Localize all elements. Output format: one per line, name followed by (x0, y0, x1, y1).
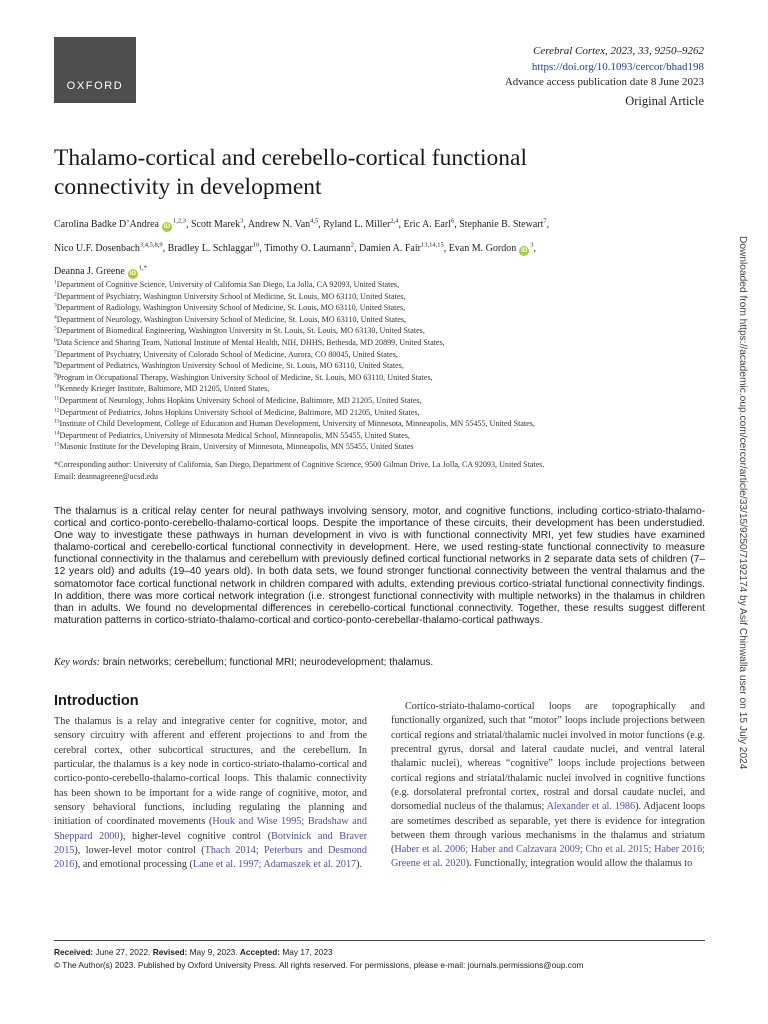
affiliation-text: Department of Biomedical Engineering, Washington University in St. Louis, St. Louis, MO 63130, United States, (56, 326, 425, 336)
author-line (54, 213, 714, 237)
citation-link[interactable]: Alexander et al. 1986 (546, 801, 636, 813)
affiliation-item (54, 337, 714, 349)
body-text: ). (356, 859, 363, 871)
author-affiliation-marker: 1,2,3 (172, 217, 186, 225)
intro-column-right (391, 700, 705, 872)
download-note (732, 236, 752, 836)
body-text: ). Adjacent loops are sometimes described as separable, yet there is evidence for integration between them through various mechanisms in the thalamus and striatum ( (391, 801, 705, 856)
citation-link[interactable]: Thach 2014; Peterburs and Desmond 2016 (54, 844, 367, 871)
body-text: The thalamus is a relay and integrative center for cognitive, motor, and sensory circuitry with afferent and efferent projections to and from the cerebral cortex, other subcortical structures, and the cerebellum. In particular, the thalamus is a key node in cortico-striato-thalamo-cortical and cortico-ponto-cerebello-thalamo-cortical loops. This thalamic connectivity has been shown to be important for a wide range of cognitive, motor, and sensory behavioral functions, including regulating the planning and initiation of coordinated movements ( (54, 716, 367, 828)
affiliation-text: Program in Occupational Therapy, Washington University School of Medicine, St. Louis, MO 63110, United States, (56, 372, 433, 382)
body-text: ), higher-level cognitive control ( (119, 830, 272, 842)
orcid-icon[interactable]: iD (129, 270, 137, 277)
author-name: Eric A. Earl (403, 219, 451, 230)
affiliation-number: 6 (54, 337, 57, 344)
author-separator: , (443, 242, 449, 254)
footer-rule (54, 940, 705, 941)
author-affiliation-marker: 7 (543, 217, 547, 225)
citation-link[interactable]: Houk and Wise 1995; Bradshaw and Sheppard 2000 (54, 816, 367, 842)
oxford-logo-text: OXFORD (66, 80, 124, 92)
author-name: Deanna J. Greene (54, 266, 125, 277)
affiliation-item (54, 441, 714, 453)
affiliation-item (54, 349, 714, 361)
corresponding-address: *Corresponding author: University of California, San Diego, Department of Cognitive Science, 9500 Gilman Drive, La Jolla, CA 92093, United States. (54, 460, 545, 469)
author-separator: , (546, 219, 550, 230)
affiliation-item (54, 383, 714, 395)
revised-label: Revised: (152, 947, 188, 957)
affiliation-number: 15 (54, 441, 60, 448)
affiliation-text: Department of Pediatrics, University of Minnesota Medical School, Minneapolis, MN 55455, United States, (59, 430, 410, 440)
author-separator: , (259, 242, 265, 254)
affiliation-text: Department of Cognitive Science, University of California San Diego, La Jolla, CA 92093, United States, (56, 280, 400, 289)
orcid-icon[interactable]: iD (163, 223, 171, 230)
author-name: Nico U.F. Dosenbach (54, 242, 140, 254)
citation-link[interactable]: Haber et al. 2006; Haber and Calzavara 2009; Cho et al. 2015; Haber 2016; Greene et al. 2020 (391, 844, 705, 870)
author-separator: , (243, 219, 248, 230)
article-type: Original Article (625, 93, 704, 108)
affiliation-number: 11 (54, 395, 60, 402)
citation-link[interactable]: Botvinick and Braver 2015 (54, 830, 367, 856)
author-affiliation-marker: 1,* (138, 264, 147, 272)
keywords-label: Key words: (54, 657, 101, 668)
affiliation-text: Department of Psychiatry, Washington University School of Medicine, St. Louis, MO 63110, United States, (56, 291, 406, 301)
revised-date: May 9, 2023. (187, 947, 238, 957)
author-name: Evan M. Gordon (448, 242, 517, 254)
affiliation-number: 9 (54, 372, 57, 379)
abstract: The thalamus is a critical relay center for neural pathways involving sensory, motor, and cognitive functions, including cortico-striato-thalamo-cortical and cortico-ponto-cerebello-thalamo-cortical loops. Despite the importance of these circuits, their development has been understudied. One way to investigate these pathways in human development in vivo is with functional connectivity MRI, yet few studies have examined thalamo-cortical and cerebello-cortical functional connectivity in development. Here, we used resting-state functional connectivity to measure functional connectivity in the thalamus and cerebellum with previously defined cortical functional networks in 2 separate data sets of children (7–12 years old) and adults (19–40 years old). In both data sets, we found stronger functional connectivity between the ventral thalamus and the somatomotor face cortical functional network in children compared with adults, extending previous cortico-striatal functional connectivity findings. In addition, there was more cortical network integration (i.e. strongest functional connectivity with multiple networks) in the thalamus in children than in adults. We found no developmental differences in cerebello-cortical functional connectivity. Together, these results suggest different maturation patterns in cortico-striato-thalamo-cortical and cortico-ponto-cerebellar-thalamo-cortical pathways. (54, 506, 705, 626)
article-title (54, 144, 694, 202)
keywords (54, 657, 705, 668)
article-meta (505, 44, 704, 109)
affiliation-text: Department of Psychiatry, University of Colorado School of Medicine, Aurora, CO 80045, United States, (56, 349, 398, 359)
author-name: Scott Marek (190, 219, 241, 230)
affiliation-number: 2 (54, 290, 57, 297)
citation-link[interactable]: Lane et al. 1997; Adamaszek et al. 2017 (192, 859, 357, 871)
author-separator: , (318, 219, 324, 230)
affiliation-item (54, 430, 714, 442)
affiliation-item (54, 395, 714, 407)
affiliation-text: Department of Radiology, Washington University School of Medicine, St. Louis, MO 63110, United States, (56, 303, 406, 313)
access-date: Advance access publication date 8 June 2023 (504, 76, 704, 88)
author-affiliation-marker: 3,4,5,8,9 (139, 241, 163, 249)
affiliation-number: 7 (54, 348, 57, 355)
affiliation-number: 14 (54, 430, 60, 437)
section-heading-introduction: Introduction (54, 693, 139, 709)
affiliation-number: 5 (54, 325, 57, 332)
affiliation-item (54, 279, 714, 291)
author-separator: , (454, 219, 460, 230)
affiliation-text: Department of Neurology, Johns Hopkins University School of Medicine, Baltimore, MD 21205, United States, (59, 395, 422, 405)
author-separator: , (398, 219, 404, 230)
author-line (54, 237, 714, 261)
author-name: Damien A. Fair (359, 242, 421, 254)
affiliation-text: Department of Neurology, Washington University School of Medicine, St. Louis, MO 63110, United States, (56, 314, 407, 324)
author-separator: , (185, 219, 191, 230)
author-name: Andrew N. Van (247, 219, 311, 230)
corresponding-author (54, 459, 714, 482)
author-name: Ryland L. Miller (323, 219, 391, 230)
oxford-logo (54, 37, 136, 103)
title-line-1: Thalamo-cortical and cerebello-cortical functional (54, 145, 528, 171)
affiliation-item (54, 418, 714, 430)
author-name: Timothy O. Laumann (264, 242, 351, 254)
author-affiliation-marker: 4,5 (310, 217, 319, 225)
affiliation-number: 10 (54, 383, 60, 390)
author-affiliation-marker: 10 (252, 241, 260, 249)
affiliation-item (54, 360, 714, 372)
author-name: Carolina Badke D’Andrea (54, 219, 159, 230)
affiliation-text: Data Science and Sharing Team, National Institute of Mental Health, NIH, DHHS, Bethesda, MD 20899, United States, (56, 337, 445, 347)
accepted-date: May 17, 2023 (280, 947, 333, 957)
author-name: Stephanie B. Stewart (459, 219, 544, 230)
keywords-text: brain networks; cerebellum; functional MRI; neurodevelopment; thalamus. (100, 657, 434, 668)
affiliation-text: Department of Pediatrics, Johns Hopkins University School of Medicine, Baltimore, MD 21205, United States, (59, 407, 420, 417)
affiliation-text: Kennedy Krieger Institute, Baltimore, MD 21205, United States, (59, 384, 270, 394)
author-separator: , (533, 242, 536, 254)
orcid-icon[interactable]: iD (520, 246, 528, 254)
intro-column-left (54, 715, 367, 872)
affiliation-item (54, 314, 714, 326)
author-affiliation-marker: 3 (240, 217, 244, 225)
author-affiliation-marker: 6 (450, 217, 455, 225)
affiliation-item (54, 302, 714, 314)
affiliation-number: 4 (54, 314, 57, 321)
affiliation-number: 3 (54, 302, 57, 309)
doi-link[interactable]: https://doi.org/10.1093/cercor/bhad198 (531, 60, 704, 73)
author-list (54, 213, 714, 284)
body-text: ), lower-level motor control ( (74, 844, 205, 856)
affiliation-item (54, 372, 714, 384)
affiliation-item (54, 325, 714, 337)
author-separator: , (354, 242, 360, 254)
body-text: ), and emotional processing ( (74, 859, 193, 871)
affiliation-number: 8 (54, 360, 57, 367)
title-line-2: connectivity in development (54, 174, 322, 200)
body-text: Cortico-striato-thalamo-cortical loops are topographically and functionally organized, such that “motor” loops include projections between cortical regions and striatal/thalamic nuclei involved in motor functions (e.g. precentral gyrus, dorsal and lateral caudate nuclei, and ventral lateral thalamic nuclei), whereas “cognitive” loops include projections between cortical regions and striatal/thalamic nuclei involved in cognitive functions (e.g. dorsolateral prefrontal cortex, rostral and dorsal caudate nuclei, and dorsomedial nucleus of the thalamus; (391, 701, 705, 813)
author-name: Bradley L. Schlaggar (167, 242, 253, 254)
footer-copyright: © The Author(s) 2023. Published by Oxford University Press. All rights reserved. For permissions, please e-mail: journals.permissions@oup.com (54, 960, 584, 970)
affiliation-text: Masonic Institute for the Developing Brain, University of Minnesota, Minneapolis, MN 55455, United States (59, 442, 414, 452)
author-affiliation-marker: 13,14,15 (420, 241, 444, 249)
received-label: Received: (54, 947, 94, 957)
author-affiliation-marker: 2 (350, 241, 355, 249)
accepted-label: Accepted: (239, 947, 281, 957)
affiliation-number: 13 (54, 418, 60, 425)
body-text: ). Functionally, integration would allow the thalamus to (465, 858, 693, 870)
affiliation-item (54, 407, 714, 419)
journal-citation: Cerebral Cortex, 2023, 33, 9250–9262 (533, 45, 704, 57)
affiliation-list (54, 279, 714, 453)
author-affiliation-marker: 2,4 (390, 217, 399, 225)
corresponding-email[interactable]: Email: deannagreene@ucsd.edu (54, 471, 159, 481)
affiliation-text: Institute of Child Development, College of Education and Human Development, University of Minnesota, Minneapolis, MN 55455, United States, (59, 419, 535, 429)
affiliation-text: Department of Pediatrics, Washington University School of Medicine, St. Louis, MO 63110, United States, (56, 361, 404, 371)
received-date: June 27, 2022. (93, 947, 151, 957)
affiliation-number: 12 (54, 406, 60, 413)
author-affiliation-marker: 3 (530, 241, 534, 249)
affiliation-number: 1 (54, 279, 57, 286)
footer-dates (54, 946, 705, 958)
author-separator: , (162, 242, 168, 254)
download-note-text: Downloaded from https://academic.oup.com/cercor/article/33/15/9250/7192174 by Asif Chinwalla user on 15 July 2024 (737, 236, 748, 770)
affiliation-item (54, 291, 714, 303)
